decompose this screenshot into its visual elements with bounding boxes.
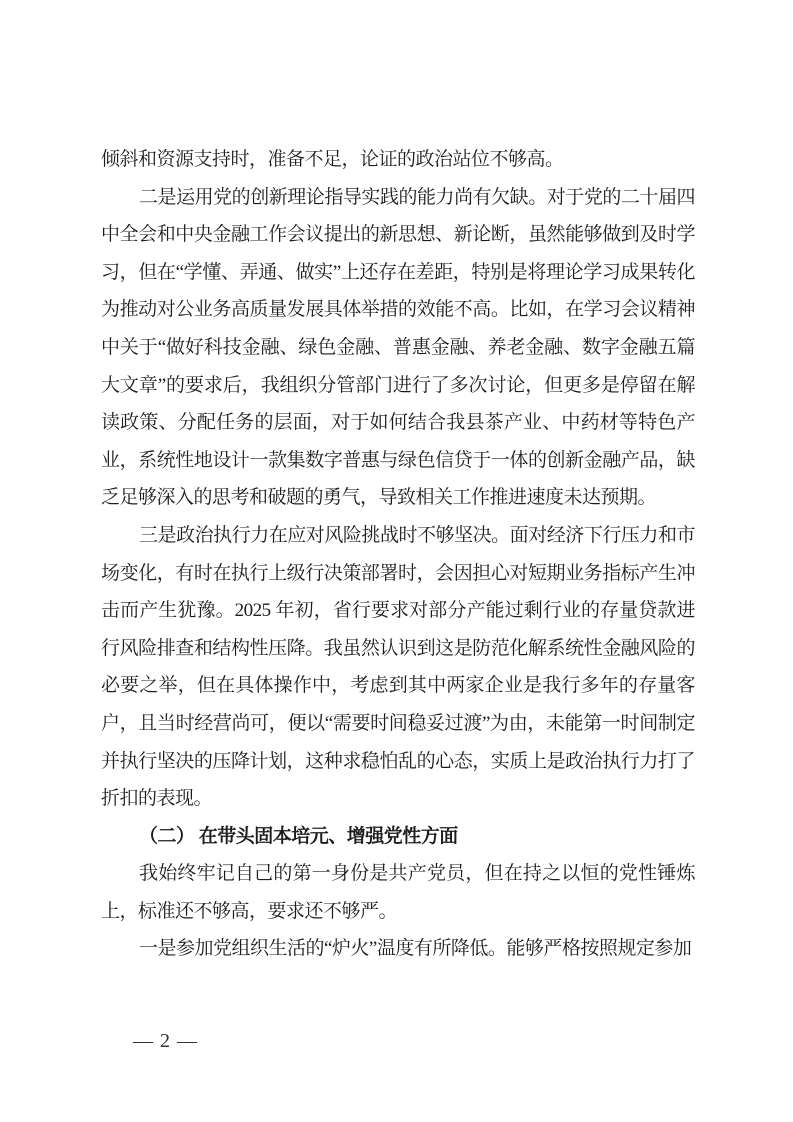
page-number: — 2 — (133, 1030, 198, 1052)
section-heading: （二） 在带头固本培元、增强党性方面 (139, 825, 458, 847)
paragraph-point-two: 二是运用党的创新理论指导实践的能力尚有欠缺。对于党的二十届四中全会和中央金融工作会议提出的新思想、新论断，虽然能够做到及时学习，但在“学懂、弄通、做实”上还存在差距，特别是将理论学习成果转化为推动对公业务高质量发展具体举措的效能不高。比如，在学习会议精神中关于“做好科技金融、绿色金融、普惠金融、养老金融、数字金融五篇大文章”的要求后，我组织分管部门进行了多次讨论，但更多是停留在解读政策、分配任务的层面，对于如何结合我县茶产业、中药材等特色产业，系统性地设计一款集数字普惠与绿色信贷于一体的创新金融产品，缺乏足够深入的思考和破题的勇气，导致相关工作推进速度未达预期。 (101, 186, 695, 509)
paragraph-party-spirit: 我始终牢记自己的第一身份是共产党员，但在持之以恒的党性锤炼上，标准还不够高，要求还不够严。 (101, 863, 695, 922)
paragraph-point-one-partial: 一是参加党组织生活的“炉火”温度有所降低。能够严格按照规定参加 (139, 938, 692, 960)
paragraph-continuation: 倾斜和资源支持时，准备不足，论证的政治站位不够高。 (101, 149, 564, 170)
paragraph-point-three: 三是政治执行力在应对风险挑战时不够坚决。面对经济下行压力和市场变化，有时在执行上级行决策部署时，会因担心对短期业务指标产生冲击而产生犹豫。2025 年初，省行要求对部分产能过剩行业的存量贷款进行风险排查和结构性压降。我虽然认识到这是防范化解系统性金融风险的必要之举，但在具体操作中，考虑到其中两家企业是我行多年的存量客户，且当时经营尚可，便以“需要时间稳妥过渡”为由，未能第一时间制定并执行坚决的压降计划，这种求稳怕乱的心态，实质上是政治执行力打了折扣的表现。 (101, 524, 695, 810)
document-body (101, 141, 695, 968)
